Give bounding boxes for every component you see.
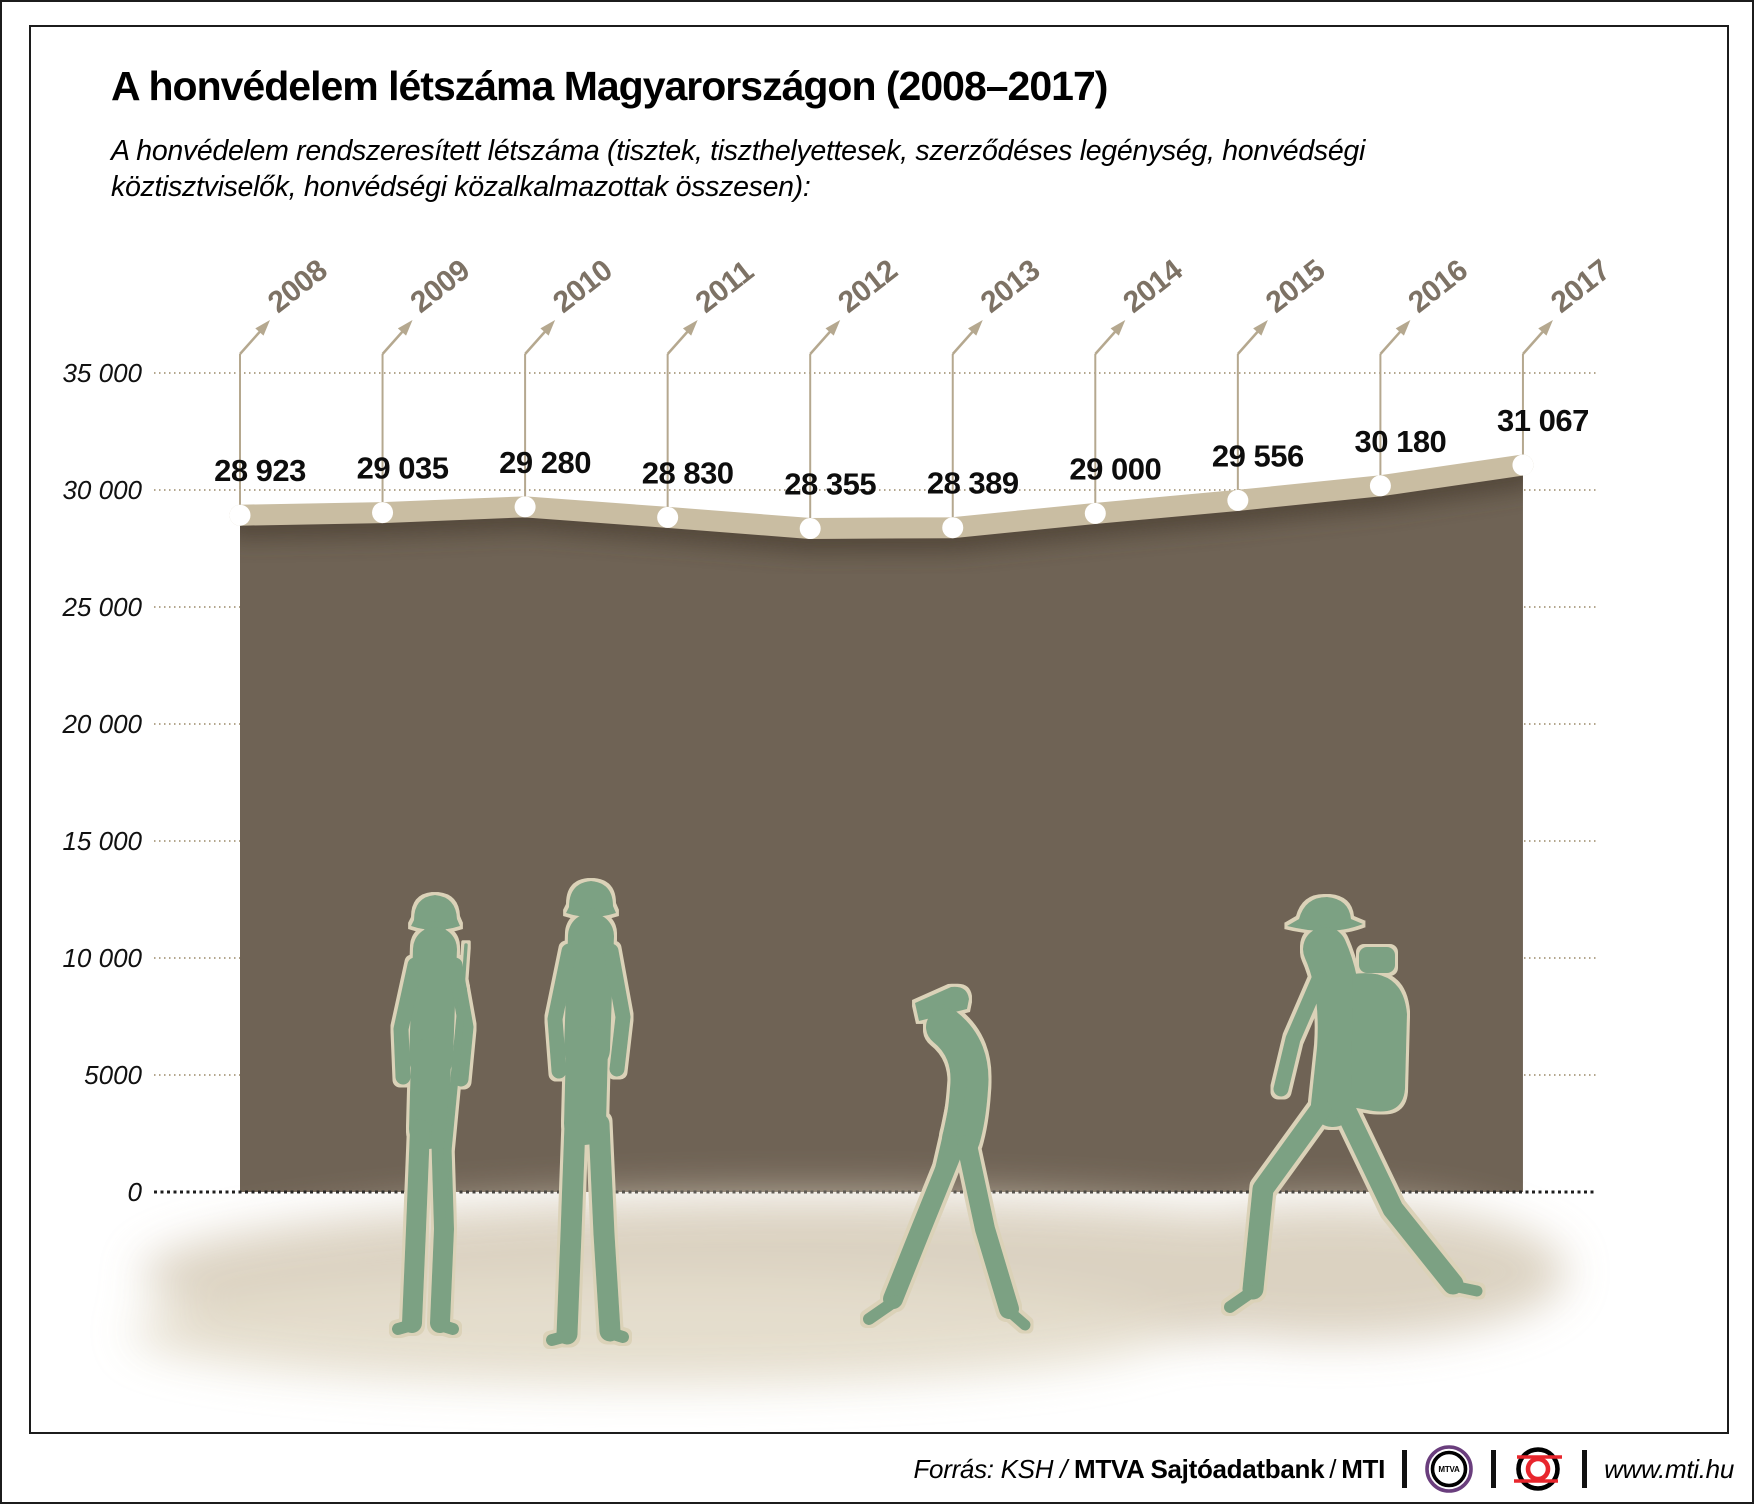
- year-label: 2009: [404, 253, 476, 320]
- year-label: 2010: [547, 253, 619, 320]
- footer-divider: [1402, 1450, 1407, 1488]
- year-label: 2011: [689, 254, 760, 320]
- value-label: 31 067: [1497, 403, 1589, 439]
- data-point-marker: [515, 496, 536, 517]
- data-point-marker: [230, 505, 251, 526]
- page-subtitle: A honvédelem rendszeresített létszáma (tisztek, tiszthelyettesek, szerződéses legénység, honvédségi köztisztviselők, honvédségi közalkalmazottak összesen):: [111, 135, 1365, 204]
- source-credit: [913, 1454, 1385, 1485]
- value-label: 29 000: [1069, 451, 1162, 487]
- y-tick-label: 25 000: [62, 592, 142, 622]
- source-agency: MTVA Sajtóadatbank: [1073, 1453, 1325, 1484]
- y-tick-label: 10 000: [62, 943, 142, 973]
- mti-logo: [1513, 1444, 1565, 1494]
- year-label: 2016: [1402, 253, 1474, 320]
- year-label: 2015: [1259, 253, 1332, 320]
- footer-bar: [2, 1436, 1754, 1502]
- year-label: 2012: [832, 253, 904, 320]
- value-label: 29 280: [499, 444, 592, 480]
- source-separator: /: [1329, 1453, 1337, 1484]
- value-label: 28 830: [641, 455, 734, 491]
- year-label: 2014: [1117, 253, 1189, 320]
- value-label: 29 556: [1211, 438, 1304, 474]
- website-url: www.mti.hu: [1604, 1453, 1734, 1484]
- data-point-marker: [1085, 503, 1106, 524]
- content-frame: [29, 25, 1729, 1434]
- page-title: A honvédelem létszáma Magyarországon (2008–2017): [111, 63, 1108, 109]
- data-point-marker: [657, 507, 678, 528]
- data-point-marker: [1227, 490, 1248, 511]
- value-label: 30 180: [1354, 423, 1447, 459]
- footer-divider: [1582, 1450, 1587, 1488]
- y-tick-label: 5000: [84, 1060, 142, 1090]
- y-tick-label: 35 000: [62, 358, 142, 388]
- value-label: 28 355: [784, 466, 877, 502]
- year-label: 2017: [1544, 253, 1617, 320]
- year-label: 2008: [261, 253, 334, 320]
- source-mti: MTI: [1341, 1453, 1386, 1484]
- y-tick-label: 15 000: [62, 826, 142, 856]
- y-tick-label: 30 000: [62, 475, 142, 505]
- area-chart: [31, 27, 1731, 1432]
- mtva-logo: [1424, 1444, 1474, 1494]
- data-point-marker: [372, 502, 393, 523]
- footer-divider: [1491, 1450, 1496, 1488]
- value-label: 28 923: [214, 453, 306, 489]
- ground-shadow: [131, 1197, 1566, 1384]
- data-point-marker: [1512, 455, 1533, 476]
- value-label: 28 389: [926, 465, 1019, 501]
- mtva-logo-text: MTVA: [1438, 1465, 1460, 1474]
- year-label: 2013: [974, 253, 1047, 320]
- value-label: 29 035: [356, 450, 449, 486]
- y-tick-label: 0: [127, 1177, 142, 1207]
- source-prefix: Forrás: KSH /: [913, 1453, 1074, 1484]
- data-point-marker: [1370, 475, 1391, 496]
- data-point-marker: [800, 518, 821, 539]
- y-tick-label: 20 000: [62, 709, 142, 739]
- data-point-marker: [942, 517, 963, 538]
